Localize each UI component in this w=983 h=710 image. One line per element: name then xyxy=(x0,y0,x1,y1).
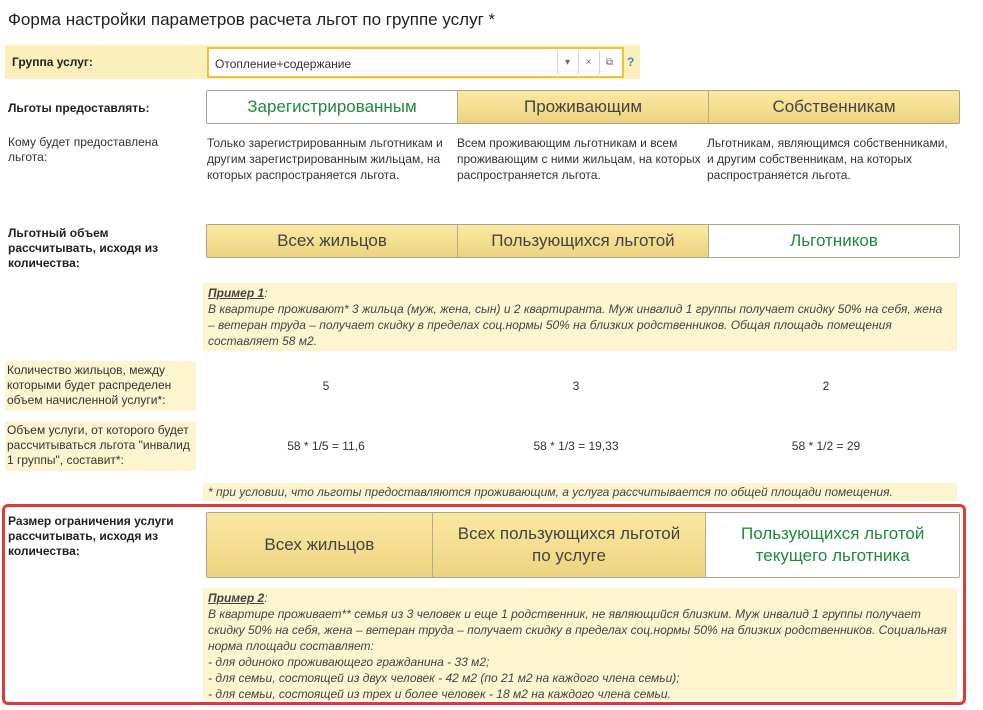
group-combobox[interactable] xyxy=(207,47,624,78)
help-icon[interactable]: ? xyxy=(627,55,635,69)
example-2-head: Пример 2 xyxy=(208,591,265,605)
limit-option-all-residents[interactable]: Всех жильцов xyxy=(207,513,433,577)
limit-option-all-benefit-users[interactable]: Всех пользующихся льготой по услуге xyxy=(433,513,707,577)
example-2-line: - для семьи, состоящей из трех и более человек - 18 м2 на каждого члена семьи. xyxy=(208,687,671,701)
service-volume-value: 58 * 1/2 = 29 xyxy=(791,439,861,453)
footnote: * при условии, что льготы предоставляются проживающим, а услуга рассчитывается по общей площади помещения. xyxy=(203,483,957,501)
volume-option-beneficiaries[interactable]: Льготников xyxy=(709,225,959,257)
example-2-line: - для семьи, состоящей из двух человек - 42 м2 (по 21 м2 на каждого члена семьи); xyxy=(208,671,680,685)
open-icon[interactable]: ⧉ xyxy=(599,51,619,74)
service-volume-value: 58 * 1/3 = 19,33 xyxy=(533,439,619,453)
example-1-head: Пример 1 xyxy=(208,286,265,300)
group-combobox-value[interactable]: Отопление+содержание xyxy=(215,57,352,71)
service-volume-value: 58 * 1/5 = 11,6 xyxy=(287,439,365,453)
who-label: Кому будет предоставлена льгота: xyxy=(8,135,159,164)
volume-label: Льготный объем рассчитывать, исходя из количества: xyxy=(8,226,159,270)
example-2-line: - для одиноко проживающего гражданина - 33 м2; xyxy=(208,655,490,669)
page-title: Форма настройки параметров расчета льгот по группе услуг * xyxy=(8,10,496,29)
who-description-residing: Всем проживающим льготникам и всем проживающим с ними жильцам, на которых распространяется льгота. xyxy=(457,136,701,182)
grant-segmented-control[interactable] xyxy=(206,90,960,124)
service-volume-label: Объем услуги, от которого будет рассчитываться льгота "инвалид 1 группы", составит*: xyxy=(5,421,196,471)
limit-label: Размер ограничения услуги рассчитывать, исходя из количества: xyxy=(8,514,174,558)
who-description-registered: Только зарегистрированным льготникам и другим зарегистрированным жильцам, на которых распространяется льгота. xyxy=(207,136,443,182)
chevron-down-icon[interactable]: ▾ xyxy=(557,51,577,74)
volume-option-benefit-users[interactable]: Пользующихся льготой xyxy=(458,225,709,257)
volume-option-all-residents[interactable]: Всех жильцов xyxy=(207,225,458,257)
volume-segmented-control[interactable] xyxy=(206,224,960,258)
grant-option-residing[interactable]: Проживающим xyxy=(458,91,709,123)
who-description-owners: Льготникам, являющимся собственниками, и другим собственникам, на которых распространяется льгота. xyxy=(707,136,948,182)
example-2-line: В квартире проживает** семья из 3 человек и еще 1 родственник, не являющийся близким. Муж инвалид 1 группы получает скидку 50% на себя, жена – ветеран труда – получает скидку в пределах соц.нормы 50% на близких родственников. Социальная норма площади составляет: xyxy=(208,607,947,653)
limit-segmented-control[interactable] xyxy=(206,512,960,578)
residents-count-value: 2 xyxy=(822,379,830,393)
residents-count-value: 5 xyxy=(322,379,330,393)
grant-option-registered[interactable]: Зарегистрированным xyxy=(207,91,458,123)
example-2: Пример 2: В квартире проживает** семья из 3 человек и еще 1 родственник, не являющийся близким. Муж инвалид 1 группы получает скидку 50% на себя, жена – ветеран труда – получает скидку в пределах соц.нормы 50% на близких родственников. Социальная норма площади составляет: - для одиноко проживающего гражданина - 33 м2; - для семьи, состоящей из двух человек - 42 м2 (по 21 м2 на каждого члена семьи); - для семьи, состоящей из трех и более человек - 18 м2 на каждого члена семьи. xyxy=(203,588,957,700)
group-label: Группа услуг: xyxy=(12,55,93,69)
limit-option-current-beneficiary[interactable]: Пользующихся льготой текущего льготника xyxy=(706,513,959,577)
residents-count-value: 3 xyxy=(572,379,580,393)
example-1: Пример 1: В квартире проживают* 3 жильца (муж, жена, сын) и 2 квартиранта. Муж инвалид 1 группы получает скидку 50% на себя, жена – ветеран труда – получает скидку в пределах соц.нормы 50% на близких родственников. Общая площадь помещения составляет 58 м2. xyxy=(203,283,957,351)
residents-count-label: Количество жильцов, между которыми будет распределен объем начисленной услуги*: xyxy=(5,361,196,411)
example-1-text: В квартире проживают* 3 жильца (муж, жена, сын) и 2 квартиранта. Муж инвалид 1 группы получает скидку 50% на себя, жена – ветеран труда – получает скидку в пределах соц.нормы 50% на близких родственников. Общая площадь помещения составляет 58 м2. xyxy=(208,302,943,348)
grant-option-owners[interactable]: Собственникам xyxy=(709,91,959,123)
grant-label: Льготы предоставлять: xyxy=(8,101,150,115)
clear-icon[interactable]: × xyxy=(578,51,598,74)
